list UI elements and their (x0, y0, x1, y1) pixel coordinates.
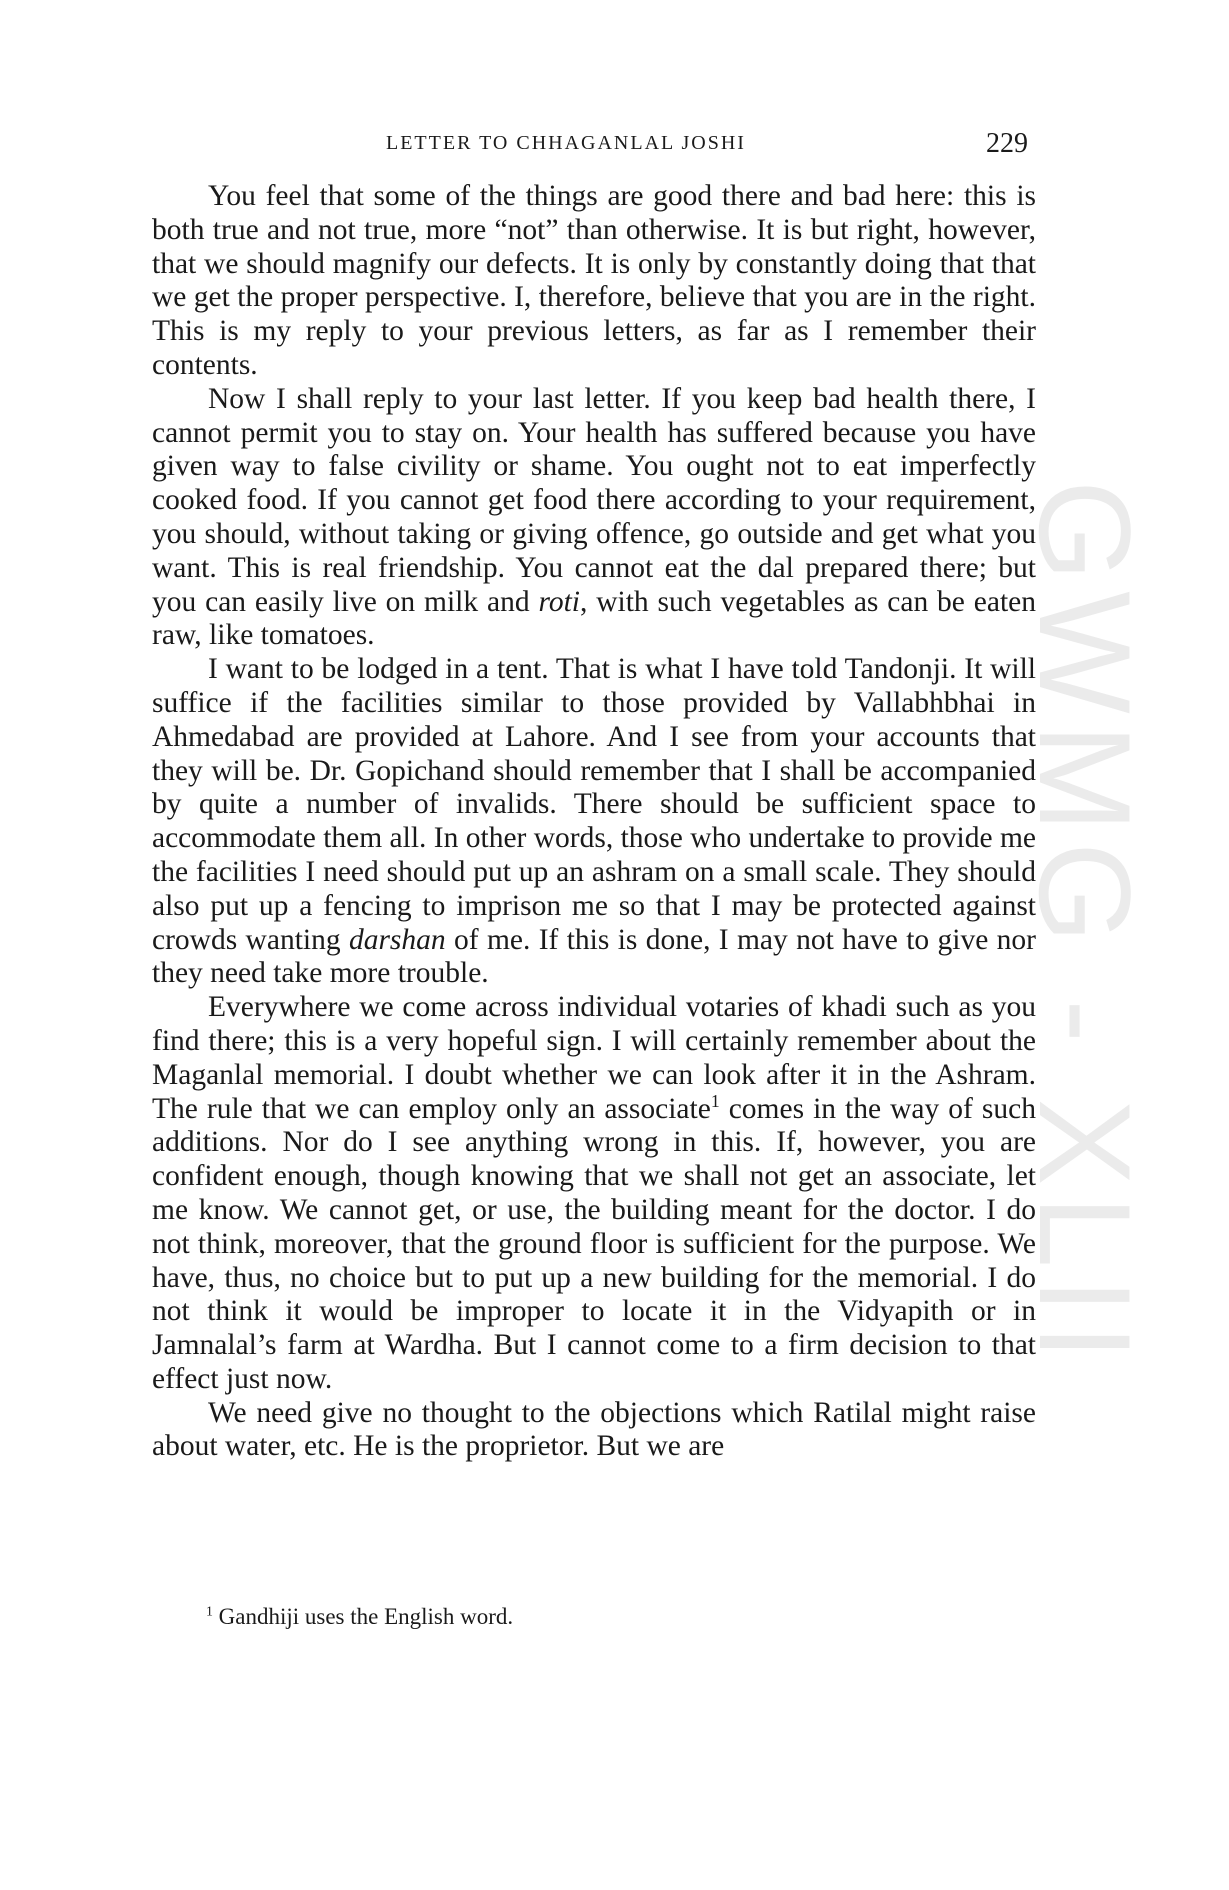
paragraph-text: I want to be lodged in a tent. That is what I have told Tandonji. It will suffice if the facilities similar to those provided by Vallabhbhai in Ahmedabad are provided at Lahore. And I see from your accounts that they will be. Dr. Gopichand should remember that I shall be accompanied by quite a number of invalids. There should be sufficient space to accommodate them all. In other words, those who undertake to provide me the facilities I need should put up an ashram on a small scale. They should also put up a fencing to imprison me so that I may be protected against crowds wanting (152, 653, 1036, 956)
footnote (206, 1604, 513, 1630)
paragraph (152, 653, 1036, 991)
italic-term: roti (538, 585, 580, 618)
paragraph: We need give no thought to the objections which Ratilal might raise about water, etc. He is the proprietor. But we are (152, 1396, 1036, 1463)
paragraph (152, 991, 1036, 1397)
running-title: LETTER TO CHHAGANLAL JOSHI (386, 132, 746, 154)
paragraph-text: Now I shall reply to your last letter. If you keep bad health there, I cannot permit you to stay on. Your health has suffered because you have given way to false civility or shame. You ought not to eat imperfectly cooked food. If you cannot get food there according to your requirement, you should, without taking or giving offence, go outside and get what you want. This is real friendship. You cannot eat the dal prepared there; but you can easily live on milk and (152, 382, 1036, 618)
paragraph: You feel that some of the things are good there and bad here: this is both true and not true, more “not” than otherwise. It is but right, however, that we should magnify our defects. It is only by constantly doing that that we get the proper perspective. I, therefore, believe that you are in the right. This is my reply to your previous letters, as far as I remember their contents. (152, 180, 1036, 381)
watermark: GWMG - XLII (1012, 480, 1158, 1370)
footnote-ref: 1 (710, 1090, 720, 1111)
footnote-marker: 1 (206, 1603, 213, 1619)
body-text (152, 180, 1036, 1464)
paragraph-text: of me. If this is done, I may not have to give nor they need take more trouble. (152, 923, 1036, 990)
paragraph-text: , with such vegetables as can be eaten raw, like tomatoes. (152, 585, 1036, 652)
page-number: 229 (986, 128, 1028, 159)
paragraph (152, 383, 1036, 653)
paragraph-text: comes in the way of such additions. Nor do I see anything wrong in this. If, however, you are confident enough, though knowing that we shall not get an associate, let me know. We cannot get, or use, the building meant for the doctor. I do not think, moreover, that the ground floor is sufficient for the purpose. We have, thus, no choice but to put up a new building for the memorial. I do not think it would be improper to locate it in the Vidyapith or in Jamnalal’s farm at Wardha. But I cannot come to a firm decision to that effect just now. (152, 1092, 1036, 1395)
paragraph-text: Everywhere we come across individual votaries of khadi such as you find there; this is a very hopeful sign. I will certainly remember about the Maganlal memorial. I doubt whether we can look after it in the Ashram. The rule that we can employ only an associate (152, 991, 1036, 1125)
footnote-text: Gandhiji uses the English word. (212, 1604, 514, 1629)
italic-term: darshan (348, 923, 446, 956)
